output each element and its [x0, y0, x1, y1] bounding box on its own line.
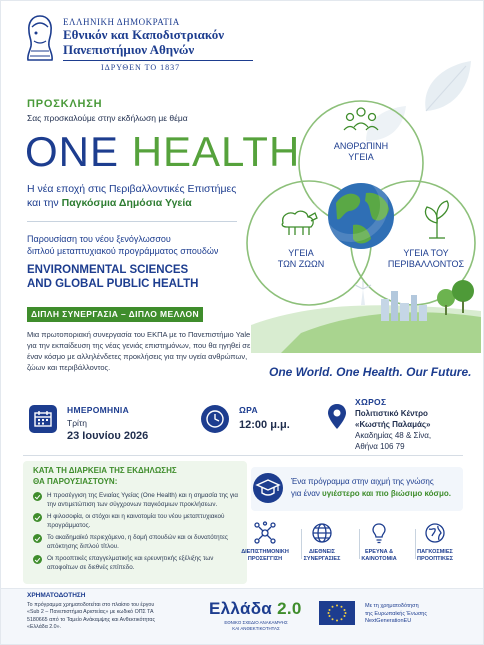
environment-health-label: ΥΓΕΙΑ ΤΟΥ ΠΕΡΙΒΑΛΛΟΝΤΟΣ [387, 248, 465, 269]
title-word-health: HEALTH [131, 128, 301, 175]
venn-graphic [241, 93, 481, 353]
program-presentation: Παρουσίαση του νέου ξενόγλωσσου διπλού μεταπτυχιακού προγράμματος σπουδών [27, 234, 219, 256]
divider [23, 455, 463, 456]
topic-item: Το ακαδημαϊκό περιεχόμενο, η δομή σπουδών και οι δυνατότητες απόκτησης διπλού τίτλου. [33, 534, 241, 551]
university-name-line1: Εθνικόν και Καποδιστριακόν [63, 27, 225, 42]
feature-interdisciplinary: ΔΙΕΠΙΣΤΗΜΟΝΙΚΗ ΠΡΟΣΕΓΓΙΣΗ [241, 549, 289, 562]
event-details [23, 393, 463, 451]
program-description: Μια πρωτοποριακή συνεργασία του ΕΚΠΑ με το Πανεπιστήμιο Yale για την εκπαίδευση της νέας γενιάς επιστημόνων, που θα ηγηθεί σε έναν κόσμο με αλληλένδετες προκλήσεις για την υγεία ανθρώπων, ζώων και περιβάλλοντος. [27, 330, 251, 372]
graduation-cap-icon [253, 473, 283, 503]
program-title: ENVIRONMENTAL SCIENCES AND GLOBAL PUBLIC HEALTH [27, 264, 199, 290]
check-icon [33, 534, 42, 543]
republic-label: ΕΛΛΗΝΙΚΗ ΔΗΜΟΚΡΑΤΙΑ [63, 17, 180, 27]
topic-item: Η φιλοσοφία, οι στόχοι και η καινοτομία του νέου μεταπτυχιακού προγράμματος. [33, 513, 241, 530]
event-time: 12:00 μ.μ. [239, 419, 290, 431]
venue-name: Πολιτιστικό Κέντρο «Κωστής Παλαμάς» [355, 409, 431, 429]
university-header [23, 13, 253, 72]
eu-flag-icon [319, 601, 355, 625]
time-label: ΩΡΑ [239, 405, 258, 415]
world-icon [423, 521, 447, 545]
subtitle-line1: Η νέα εποχή στις Περιβαλλοντικές Επιστήμες [27, 183, 237, 195]
people-icon [344, 108, 378, 130]
check-icon [33, 513, 42, 522]
topics-title: ΚΑΤΑ ΤΗ ΔΙΑΡΚΕΙΑ ΤΗΣ ΕΚΔΗΛΩΣΗΣ ΘΑ ΠΑΡΟΥΣΙΑΣΤΟΥΝ: [33, 466, 177, 486]
topics-box [23, 461, 247, 584]
network-icon [253, 521, 277, 545]
funding-title: ΧΡΗΜΑΤΟΔΟΤΗΣΗ [27, 592, 86, 599]
subtitle-highlight: Παγκόσμια Δημόσια Υγεία [61, 197, 192, 209]
founded-label: ΙΔΡΥΘΕΝ ΤΟ 1837 [101, 63, 181, 72]
location-pin-icon [327, 403, 347, 431]
event-day: Τρίτη [67, 418, 88, 428]
topic-item: Η προσέγγιση της Ενιαίας Υγείας (One Health) και η σημασία της για την αντιμετώπιση των σύγχρονων παγκόσμιων προκλήσεων. [33, 492, 241, 509]
ellada-subtitle: ΕΘΝΙΚΟ ΣΧΕΔΙΟ ΑΝΑΚΑΜΨΗΣ ΚΑΙ ΑΝΘΕΚΤΙΚΟΤΗΤΑΣ [224, 620, 288, 631]
one-health-venn [241, 93, 481, 353]
event-date: 23 Ιουνίου 2026 [67, 430, 149, 442]
invitation-heading: ΠΡΟΣΚΛΗΣΗ [27, 98, 103, 110]
university-name-line2: Πανεπιστήμιον Αθηνών [63, 42, 195, 57]
calendar-icon [29, 405, 57, 433]
subtitle-line2: και την Παγκόσμια Δημόσια Υγεία [27, 197, 192, 209]
title-word-one: ONE [25, 128, 120, 175]
program-highlight-box [251, 467, 463, 511]
clock-icon [201, 405, 229, 433]
feature-global: ΠΑΓΚΟΣΜΙΕΣ ΠΡΟΟΠΤΙΚΕΣ [417, 549, 453, 562]
animal-health-label: ΥΓΕΙΑ ΤΩΝ ΖΩΩΝ [277, 248, 325, 269]
plant-icon [425, 201, 448, 238]
check-icon [33, 555, 42, 564]
invitation-text: Σας προσκαλούμε στην εκδήλωση με θέμα [27, 113, 188, 123]
check-icon [33, 492, 42, 501]
motto: One World. One Health. Our Future. [269, 365, 472, 379]
topic-item: Οι προοπτικές επαγγελματικής και ερευνητικής εξέλιξης των αποφοίτων σε διεθνές επίπεδο. [33, 555, 241, 572]
venue-address: Ακαδημίας 48 & Σίνα, Αθήνα 106 79 [355, 431, 432, 451]
human-health-label: ΑΝΘΡΩΠΙΝΗ ΥΓΕΙΑ [333, 141, 389, 162]
date-label: ΗΜΕΡΟΜΗΝΙΑ [67, 405, 130, 415]
program-highlight-text: Ένα πρόγραμμα στην αιχμή της γνώσης για έναν υγιέστερο και πιο βιώσιμο κόσμο. [291, 477, 452, 498]
divider [27, 221, 237, 222]
tagline-banner: ΔΙΠΛΗ ΣΥΝΕΡΓΑΣΙΑ – ΔΙΠΛΟ ΜΕΛΛΟΝ [27, 307, 203, 322]
eu-funding-text: Με τη χρηματοδότηση της Ευρωπαϊκής Ένωσης NextGenerationEU [365, 603, 427, 624]
globe-icon [318, 172, 394, 249]
athena-crest-icon [23, 13, 57, 65]
venue-label: ΧΩΡΟΣ [355, 397, 387, 407]
funding-text: Το πρόγραμμα χρηματοδοτείται στο πλαίσιο του έργου «Sub 2 – Πανεπιστήμια Αριστείας» με κωδικό ΟΠΣ ΤΑ 5180665 από το Ταμείο Ανάκαμψης και Ανθεκτικότητας «Ελλάδα 2.0». [27, 602, 156, 631]
ellada-logo: Ελλάδα 2.0 [209, 599, 302, 618]
landscape-illustration [251, 280, 481, 353]
globe-network-icon [310, 521, 334, 545]
lightbulb-icon [367, 521, 391, 545]
animal-icon [282, 211, 317, 235]
feature-research: ΕΡΕΥΝΑ & ΚΑΙΝΟΤΟΜΙΑ [361, 549, 397, 562]
feature-international: ΔΙΕΘΝΕΙΣ ΣΥΝΕΡΓΑΣΙΕΣ [303, 549, 341, 562]
